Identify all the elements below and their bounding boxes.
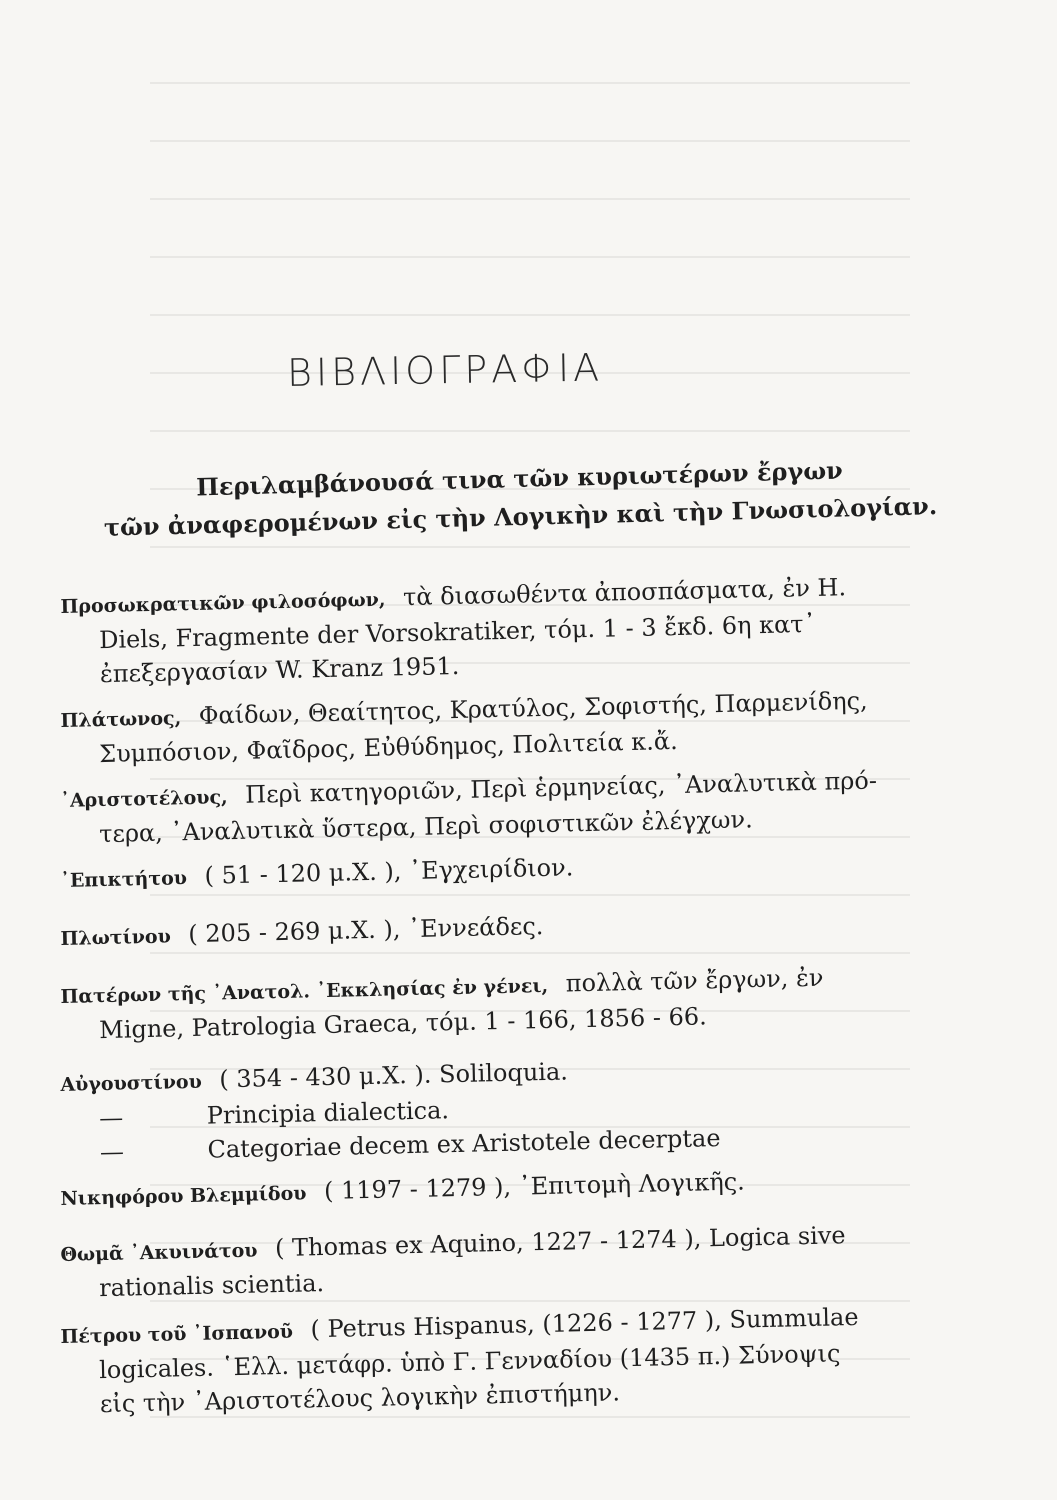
entry-author: Νικηφόρου Βλεμμίδου xyxy=(60,1182,307,1210)
entry-author: Πλωτίνου xyxy=(60,925,172,950)
entry-text: ( 354 - 430 μ.Χ. ). Soliloquia. xyxy=(219,1057,569,1094)
ditto-dash: — xyxy=(99,1137,125,1167)
entry-text: logicales. ῾Ελλ. μετάφρ. ὑπὸ Γ. Γενναδίου (1435 π.) Σύνοψις xyxy=(98,1339,841,1385)
bibliography-entry xyxy=(60,1046,922,1169)
entry-text: Migne, Patrologia Graeca, τόμ. 1 - 166, 1856 - 66. xyxy=(98,1002,707,1045)
entry-author: ᾽Αριστοτέλους, xyxy=(60,786,228,812)
entry-author: Πατέρων τῆς ᾽Ανατολ. ᾽Εκκλησίας ἐν γένει, xyxy=(60,974,549,1008)
entry-text: rationalis scientia. xyxy=(98,1269,325,1303)
entry-text: ( Thomas ex Aquino, 1227 - 1274 ), Logica sive xyxy=(274,1221,846,1263)
entry-text: Categoriae decem ex Aristotele decerptae xyxy=(207,1124,721,1164)
entry-author: Πλάτωνος, xyxy=(60,707,182,732)
entry-author: ᾽Επικτήτου xyxy=(60,867,188,892)
entry-text: Φαίδων, Θεαίτητος, Κρατύλος, Σοφιστής, Παρμενίδης, xyxy=(198,686,868,730)
entry-author: Πέτρου τοῦ ᾽Ισπανοῦ xyxy=(60,1320,294,1348)
entry-author: Προσωκρατικῶν φιλοσόφων, xyxy=(60,588,386,618)
page-title: ΒΙΒΛΙΟΓΡΑΦΙΑ xyxy=(286,345,604,395)
entry-text: Principia dialectica. xyxy=(206,1096,450,1130)
bibliography-entry xyxy=(60,568,922,691)
entry-text: πολλὰ τῶν ἔργων, ἐν xyxy=(565,963,824,998)
entry-text: εἰς τὴν ᾽Αριστοτέλους λογικὴν ἐπιστήμην. xyxy=(99,1378,621,1419)
ditto-dash: — xyxy=(98,1103,124,1133)
entry-text: ( Petrus Hispanus, (1226 - 1277 ), Summulae xyxy=(310,1302,859,1344)
entry-text: ( 1197 - 1279 ), ᾽Επιτομὴ Λογικῆς. xyxy=(323,1167,746,1206)
entry-text: τερα, ᾽Αναλυτικὰ ὕστερα, Περὶ σοφιστικῶν ἐλέγχων. xyxy=(98,805,753,849)
entry-text: Diels, Fragmente der Vorsokratiker, τόμ. 1 - 3 ἔκδ. 6η κατ᾽ xyxy=(98,609,816,655)
entry-author: Αὐγουστίνου xyxy=(60,1070,203,1096)
entry-text: ( 51 - 120 μ.Χ. ), ᾽Εγχειρίδιον. xyxy=(204,853,574,890)
entry-text: ἐπεξεργασίαν W. Kranz 1951. xyxy=(99,651,460,689)
entry-text: Συμπόσιον, Φαῖδρος, Εὐθύδημος, Πολιτεία κ.ἄ. xyxy=(98,727,678,769)
entry-text: ( 205 - 269 μ.Χ. ), ᾽Εννεάδες. xyxy=(188,912,544,949)
subtitle-line: Περιλαμβάνουσά τινα τῶν κυριωτέρων ἔργων xyxy=(195,455,844,502)
entry-text: τὰ διασωθέντα ἀποσπάσματα, ἐν Η. xyxy=(402,573,847,612)
entry-text: Περὶ κατηγοριῶν, Περὶ ἑρμηνείας, ᾽Αναλυτικὰ πρό- xyxy=(244,766,878,809)
subtitle-line: τῶν ἀναφερομένων εἰς τὴν Λογικὴν καὶ τὴν Γνωσιολογίαν. xyxy=(103,491,938,542)
entry-author: Θωμᾶ ᾽Ακυινάτου xyxy=(60,1239,258,1266)
bibliography-entry xyxy=(60,1298,922,1421)
